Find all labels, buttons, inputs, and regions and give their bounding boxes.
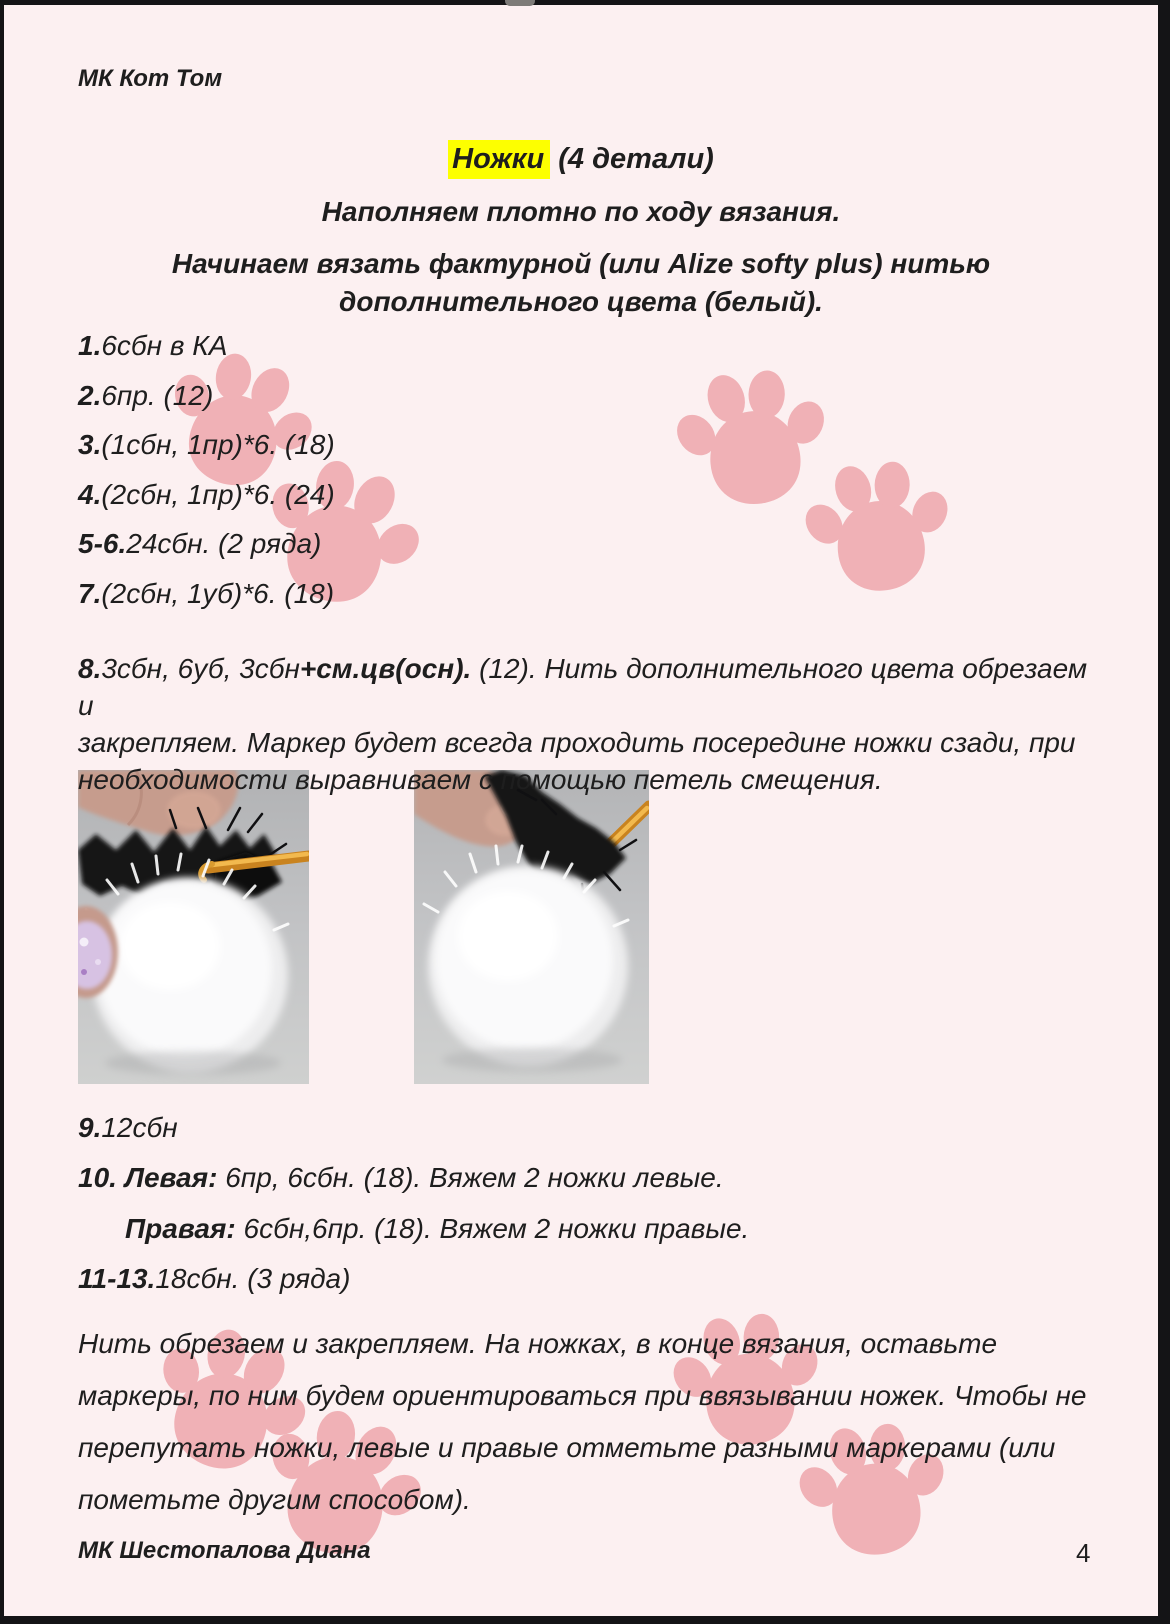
step-row-3: 3.(1сбн, 1пр)*6. (18): [78, 429, 335, 460]
closing-note-line1: Нить обрезаем и закрепляем. На ножках, в конце вязания, оставьте: [78, 1328, 998, 1359]
step8-line3: необходимости выравниваем с помощью петель смещения.: [78, 764, 883, 795]
intro-paragraph: [4, 245, 1158, 321]
step8-line2: закрепляем. Маркер будет всегда проходить посередине ножки сзади, при: [78, 727, 1076, 758]
step-row-5-6: 5-6.24сбн. (2 ряда): [78, 528, 322, 559]
paw-print-watermark: [662, 358, 842, 515]
section-title-highlight: Ножки: [448, 140, 550, 179]
closing-note-line3: перепутать ножки, левые и правые отметьте разными маркерами (или: [78, 1432, 1056, 1463]
step-row-1: 1.6сбн в КА: [78, 330, 228, 361]
photo2-shadow: [442, 1048, 622, 1072]
page-number: 4: [1076, 1538, 1091, 1568]
step-row-4: 4.(2сбн, 1пр)*6. (24): [78, 479, 335, 510]
paw-print-watermark: [792, 450, 965, 601]
intro-line: Наполняем плотно по ходу вязания.: [321, 196, 841, 227]
step-row-8: [78, 650, 1088, 798]
photo1-shadow: [105, 1051, 281, 1075]
step-row-10-right: Правая: 6сбн,6пр. (18). Вяжем 2 ножки правые.: [125, 1213, 750, 1244]
step-row-10-left: 10. Левая: 6пр, 6сбн. (18). Вяжем 2 ножки левые.: [78, 1162, 724, 1193]
footer-author: МК Шестопалова Диана: [78, 1537, 371, 1564]
step8-line1: 8.3сбн, 6уб, 3сбн+см.цв(осн). (12). Нить дополнительного цвета обрезаем и: [78, 653, 1088, 721]
closing-note: [78, 1318, 1098, 1526]
photo-crochet-piece-1: [78, 770, 309, 1084]
step-row-9: 9.12сбн: [78, 1112, 178, 1143]
section-title: [4, 143, 1158, 176]
step-row-2: 2.6пр. (12): [78, 380, 214, 411]
closing-note-line2: маркеры, по ним будем ориентироваться при ввязывании ножек. Чтобы не: [78, 1380, 1087, 1411]
closing-note-line4: пометьте другим способом).: [78, 1484, 471, 1515]
intro-paragraph-line2: дополнительного цвета (белый).: [339, 286, 823, 317]
step-row-11-13: 11-13.18сбн. (3 ряда): [78, 1263, 351, 1294]
step-row-7: 7.(2сбн, 1уб)*6. (18): [78, 578, 335, 609]
photo-crochet-piece-2: [414, 770, 649, 1084]
section-title-rest: (4 детали): [550, 143, 714, 175]
intro-paragraph-line1: Начинаем вязать фактурной (или Alize softy plus) нитью: [171, 248, 991, 279]
screen-top-notch: [505, 0, 535, 6]
page-header: МК Кот Том: [78, 65, 223, 92]
document-sheet: [4, 5, 1158, 1616]
